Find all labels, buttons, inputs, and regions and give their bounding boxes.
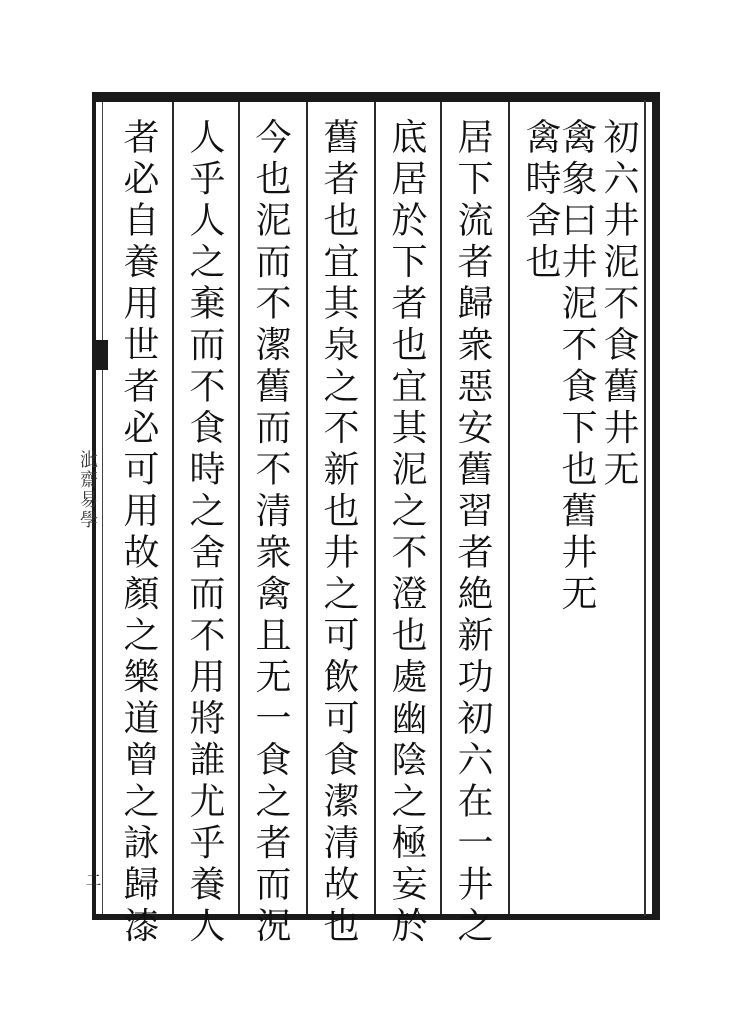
frame-inner-right-line xyxy=(644,100,646,916)
column-divider xyxy=(306,102,308,914)
text-column-4: 居下流者歸衆惡安舊習者絶新功初六在一井之 xyxy=(452,118,493,948)
column-divider xyxy=(508,102,510,914)
text-column-2: 禽象曰井泥不食下也舊井无 xyxy=(556,118,597,616)
column-divider xyxy=(374,102,376,914)
frame-right-border xyxy=(652,92,660,920)
column-divider xyxy=(440,102,442,914)
text-column-1: 初六井泥不食舊井无 xyxy=(598,118,639,492)
frame-top-border xyxy=(92,92,660,102)
text-column-5: 底居於下者也宜其泥之不澄也處幽陰之極妄於 xyxy=(386,118,427,948)
text-column-7: 今也泥而不潔舊而不清衆禽且无一食之者而況 xyxy=(250,118,291,948)
column-divider xyxy=(238,102,240,914)
fold-book-title: 泚齋易學 xyxy=(77,450,98,530)
frame-bottom-border xyxy=(92,914,660,920)
text-column-6: 舊者也宜其泉之不新也井之可飲可食潔清故也 xyxy=(318,118,359,948)
text-column-9: 者必自養用世者必可用故顏之樂道曾之詠歸漆 xyxy=(118,118,159,948)
text-column-8: 人乎人之棄而不食時之舍而不用將誰尤乎養人 xyxy=(184,118,225,948)
column-divider xyxy=(172,102,174,914)
fold-page-number: 二 xyxy=(83,872,102,888)
fold-fishtail-mark xyxy=(96,340,108,370)
text-column-3: 禽時舍也 xyxy=(520,118,561,284)
fold-center-line xyxy=(102,102,103,914)
